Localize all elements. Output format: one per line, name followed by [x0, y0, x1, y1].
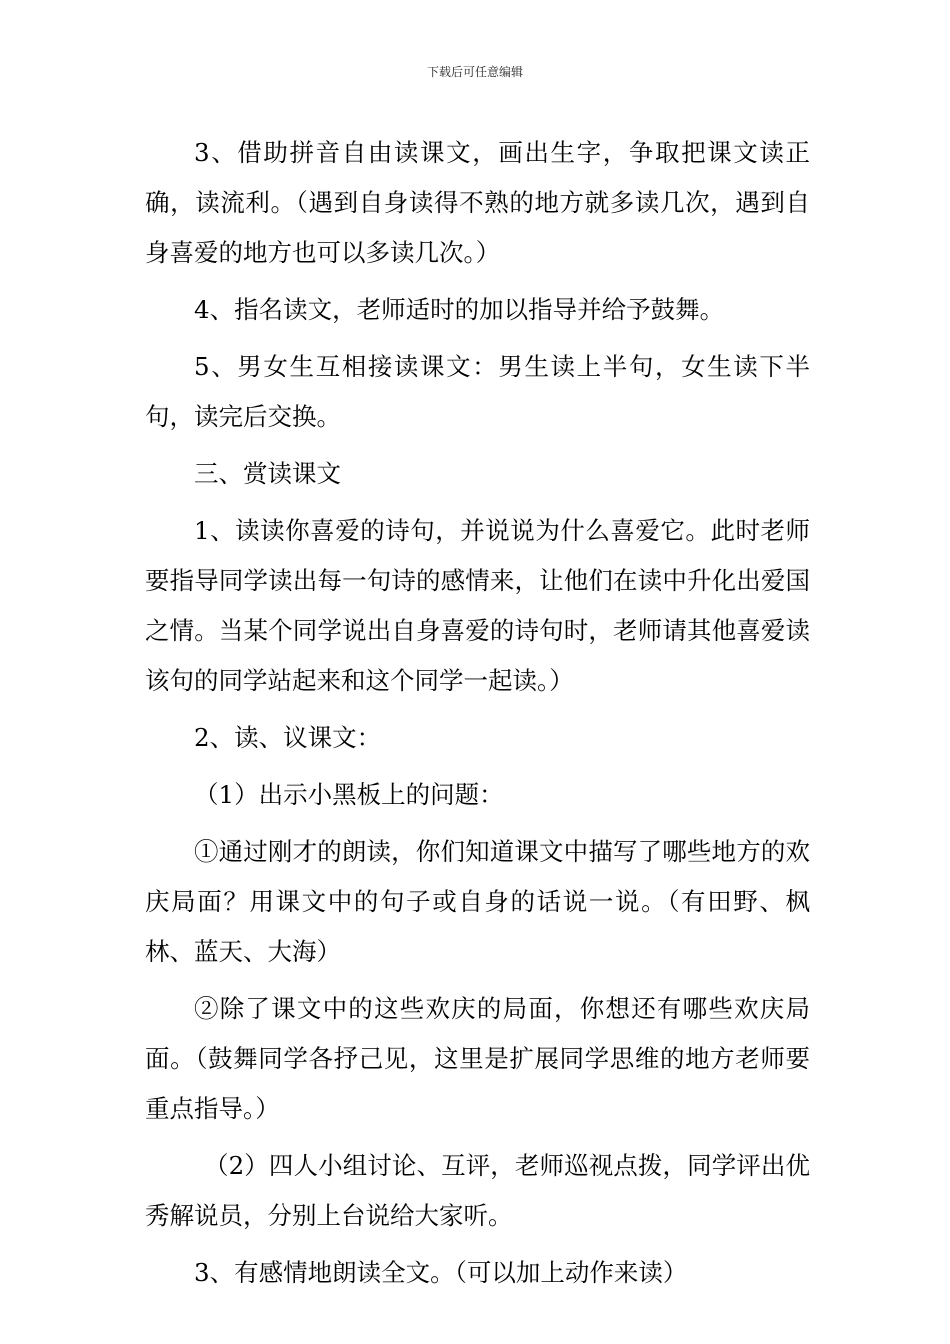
- paragraph-read-with-pinyin: 3、借助拼音自由读课文，画出生字，争取把课文读正确，读流利。（遇到自身读得不熟的地方就多读几次，遇到自身喜爱的地方也可以多读几次。）: [145, 138, 810, 267]
- paragraph-favorite-lines: 1、读读你喜爱的诗句，并说说为什么喜爱它。此时老师要指导同学读出每一句诗的感情来，让他们在读中升化出爱国之情。当某个同学说出自身喜爱的诗句时，老师请其他喜爱读该句的同学站起来和这个同学一起读。）: [145, 516, 810, 695]
- section-heading: 三、赏读课文: [194, 459, 341, 488]
- paragraph-group-discussion: （2）四人小组讨论、互评，老师巡视点拨，同学评出优秀解说员，分别上台说给大家听。: [145, 1151, 810, 1230]
- paragraph-read-discuss: 2、读、议课文：: [194, 723, 382, 752]
- paragraph-boys-girls-reading: 5、男女生互相接读课文：男生读上半句，女生读下半句，读完后交换。: [145, 352, 810, 431]
- page-header: 下载后可任意编辑: [426, 65, 523, 79]
- paragraph-named-reading: 4、指名读文，老师适时的加以指导并给予鼓舞。: [194, 295, 725, 324]
- document-body: [145, 128, 810, 1305]
- paragraph-blackboard-questions: （1）出示小黑板上的问题：: [194, 780, 504, 809]
- paragraph-emotional-reading: 3、有感情地朗读全文。（可以加上动作来读）: [194, 1258, 688, 1287]
- paragraph-question-one: ①通过刚才的朗读，你们知道课文中描写了哪些地方的欢庆局面？用课文中的句子或自身的话说一说。（有田野、枫林、蓝天、大海）: [145, 837, 810, 966]
- paragraph-question-two: ②除了课文中的这些欢庆的局面，你想还有哪些欢庆局面。（鼓舞同学各抒己见，这里是扩展同学思维的地方老师要重点指导。）: [145, 994, 810, 1123]
